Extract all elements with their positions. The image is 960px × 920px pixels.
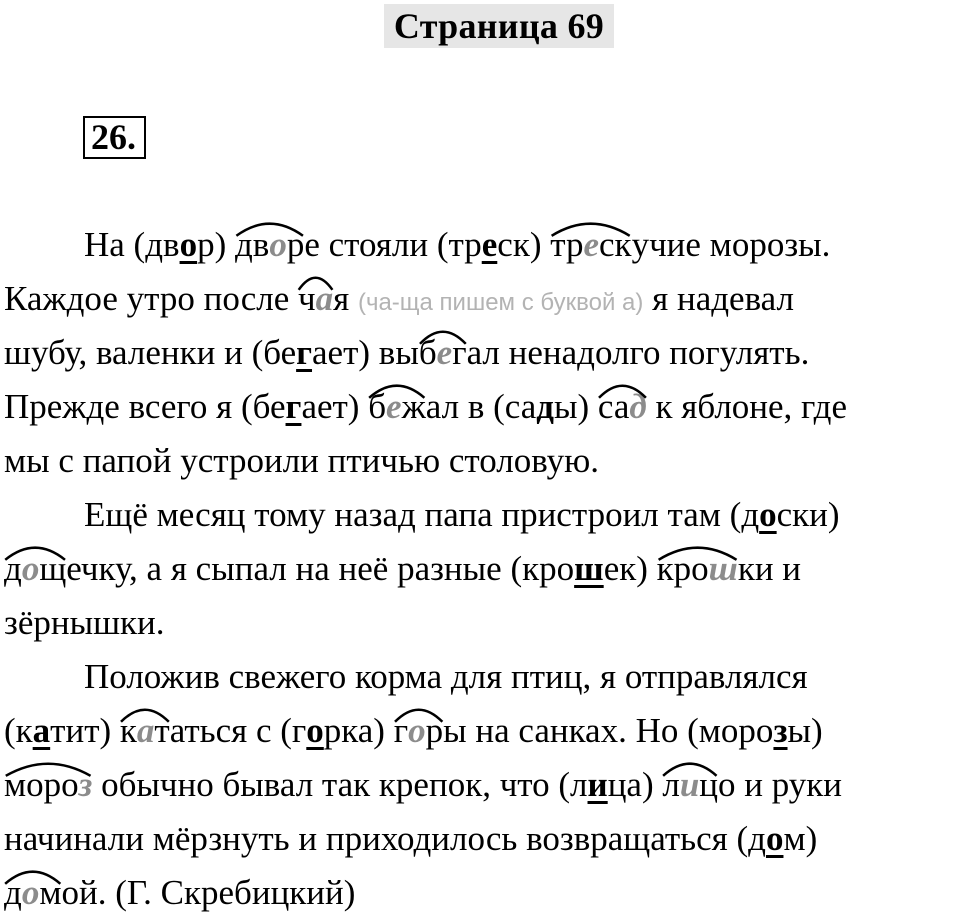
text-fragment: о и руки [718,765,843,804]
text-line-6 [4,488,956,542]
text-line-4 [4,380,956,434]
word-root: дощ [4,549,67,588]
word-root: лиц [662,765,719,804]
word-root: дом [4,873,62,912]
word-root: гор [393,711,444,750]
text-fragment: е стояли (тр [304,225,482,264]
orthogram-letter: е [583,225,600,264]
word-root: ча [297,279,334,318]
text-fragment: р) [197,225,235,264]
exercise-number-box: 26. [83,116,146,159]
text-fragment: к яблоне, где [646,387,848,426]
text-fragment: На (дв [84,225,180,264]
orthogram-letter: о [21,549,40,588]
orthogram-letter: о [269,225,287,264]
text-fragment: Ещё месяц тому назад папа пристроил там (д [84,495,760,534]
text-fragment: вы [378,333,419,372]
text-fragment: ек) [603,549,657,588]
text-fragment: обычно бывал так крепок, что (л [92,765,588,804]
check-letter: г [296,333,313,372]
text-line-12 [4,812,956,866]
text-line-1 [4,218,956,272]
text-fragment: начинали мёрзнуть и приходилось возвращаться (д [4,819,766,858]
text-fragment: рка) [323,711,394,750]
text-fragment: Прежде всего я (бе [4,387,286,426]
text-line-13 [4,866,956,920]
text-line-3 [4,326,956,380]
check-letter: г [285,387,302,426]
word-root: двор [234,225,305,264]
text-fragment: ы) [553,387,598,426]
word-root: мороз [4,765,93,804]
text-fragment: ск) [497,225,551,264]
text-line-11 [4,758,956,812]
text-fragment: ски) [776,495,840,534]
text-fragment: Каждое утро после [4,279,298,318]
text-fragment: ает) [312,333,379,372]
text-fragment: ы на санках. Но (моро [443,711,774,750]
text-fragment: ал ненадолго погулять. [466,333,810,372]
word-root: беж [368,387,426,426]
text-fragment: (к [4,711,33,750]
text-fragment: ечку, а я сыпал на неё разные (кро [66,549,575,588]
exercise-text [4,218,956,920]
rule-note: (ча-ща пишем с буквой а) [357,289,644,316]
text-line-10 [4,704,956,758]
check-letter: д [536,387,554,426]
orthogram-letter: и [679,765,700,804]
text-line-9: Положив свежего корма для птиц, я отправлялся [84,657,808,696]
word-root: треск [550,225,632,264]
check-letter: о [759,495,777,534]
exercise-number [83,116,146,159]
text-fragment: я надевал [643,279,794,318]
word-root: бег [418,333,467,372]
check-letter: з [773,711,788,750]
check-letter: о [765,819,784,858]
word-root: крош [656,549,738,588]
orthogram-letter: е [386,387,402,426]
text-fragment: ы) [787,711,823,750]
text-line-7 [4,542,956,596]
text-fragment: ал в (са [425,387,537,426]
orthogram-letter: о [408,711,426,750]
check-letter: о [179,225,198,264]
orthogram-letter: о [21,873,40,912]
page-title: Страница 69 [384,4,614,48]
text-line-8: зёрнышки. [4,603,165,642]
orthogram-letter: д [629,387,647,426]
text-line-2 [4,272,956,326]
text-fragment: аться с (г [169,711,307,750]
orthogram-letter: е [436,333,453,372]
check-letter: ш [574,549,604,588]
orthogram-letter: ш [708,549,738,588]
text-fragment: ца) [607,765,663,804]
text-fragment: тит) [50,711,120,750]
text-fragment: учие морозы. [631,225,831,264]
check-letter: и [587,765,608,804]
orthogram-letter: з [78,765,93,804]
text-line-5: мы с папой устроили птичью столовую. [4,441,599,480]
text-fragment: шубу, валенки и (бе [4,333,297,372]
word-root: кат [119,711,170,750]
text-fragment: ки и [737,549,802,588]
orthogram-letter: а [315,279,334,318]
check-letter: а [32,711,51,750]
word-root: сад [597,387,647,426]
text-fragment: м) [783,819,818,858]
check-letter: о [306,711,324,750]
orthogram-letter: а [136,711,155,750]
text-fragment: ает) [301,387,369,426]
text-fragment: ой. (Г. Скребицкий) [61,873,356,912]
text-fragment: я [333,279,358,318]
check-letter: е [481,225,498,264]
